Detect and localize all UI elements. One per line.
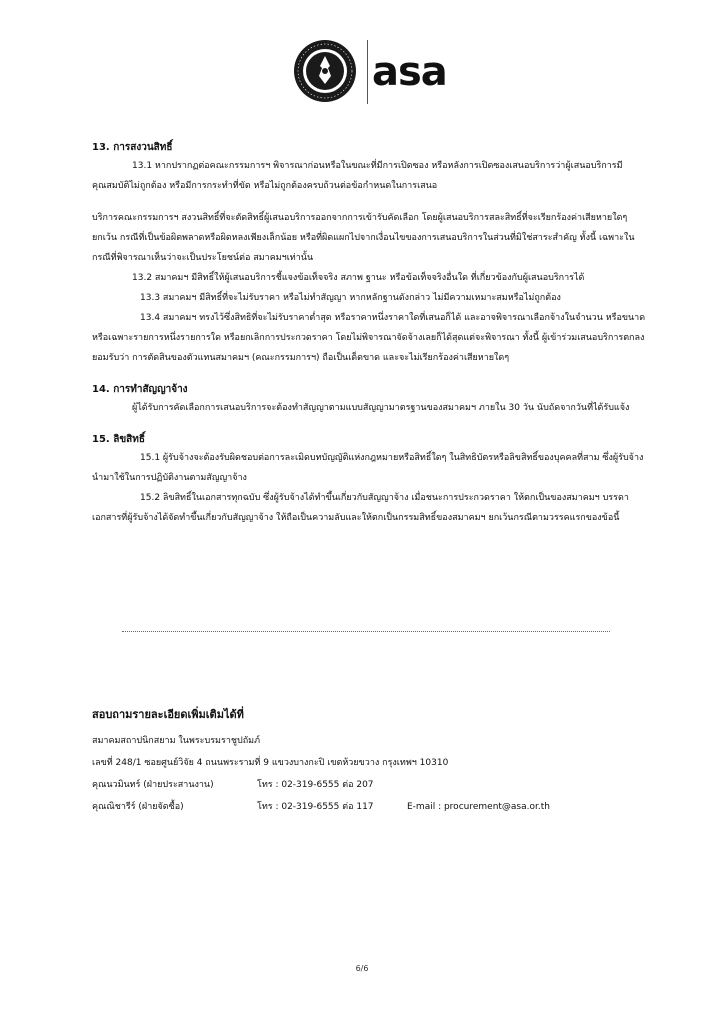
section-heading: 13. การสงวนสิทธิ์ [92,142,173,153]
contact-address: เลขที่ 248/1 ซอยศูนย์วิจัย 4 ถนนพระรามที่ 9 แขวงบางกะปิ เขตห้วยขวาง กรุงเทพฯ 10310 [92,758,449,768]
contact-block [92,706,652,818]
paragraph: 13.1 หากปรากฏต่อคณะกรรมการฯ พิจารณาก่อนหรือในขณะที่มีการเปิดซอง หรือหลังการเปิดซองเสนอบริการว่าผู้เสนอบริการมีคุณสมบัติไม่ถูกต้อง หรือมีการกระทำที่ขัด หรือไม่ถูกต้องครบถ้วนต่อข้อกำหนดในการเสนอ [92,161,623,191]
asa-wordmark-logo: asa [372,49,447,95]
section-heading: 14. การทำสัญญาจ้าง [92,384,188,395]
document-body [92,140,652,528]
paragraph: 15.2 ลิขสิทธิ์ในเอกสารทุกฉบับ ซึ่งผู้รับจ้างได้ทำขึ้นเกี่ยวกับสัญญาจ้าง เมื่อชนะการประกวดราคา ให้ตกเป็นของสมาคมฯ บรรดาเอกสารที่ผู้รับจ้างได้จัดทำขึ้นเกี่ยวกับสัญญาจ้าง ให้ถือเป็นความลับและให้ตกเป็นกรรมสิทธิ์ของสมาคมฯ ยกเว้นกรณีตามวรรคแรกของข้อนี้ [92,493,629,523]
paragraph: 13.2 สมาคมฯ มีสิทธิ์ให้ผู้เสนอบริการชี้แจงข้อเท็จจริง สภาพ ฐานะ หรือข้อเท็จจริงอื่นใด ที่เกี่ยวข้องกับผู้เสนอบริการได้ [132,273,585,283]
paragraph: 15.1 ผู้รับจ้างจะต้องรับผิดชอบต่อการละเมิดบทบัญญัติแห่งกฎหมายหรือสิทธิ์ใดๆ ในสิทธิบัตรหรือลิขสิทธิ์ของบุคคลที่สาม ซึ่งผู้รับจ้างนำมาใช้ในการปฏิบัติงานตามสัญญาจ้าง [92,453,644,483]
contact-title: สอบถามรายละเอียดเพิ่มเติมได้ที่ [92,708,244,721]
page-number: 6/6 [355,964,369,973]
asa-seal-logo [292,38,358,104]
contact-person-1-name: คุณนวมินทร์ (ฝ่ายประสานงาน) [92,780,214,790]
contact-person-1-tel: โทร : 02-319-6555 ต่อ 207 [257,780,374,790]
contact-person-2-email[interactable]: E-mail : procurement@asa.or.th [407,802,550,812]
paragraph: บริการคณะกรรมการฯ สงวนสิทธิ์ที่จะตัดสิทธิ์ผู้เสนอบริการออกจากการเข้ารับคัดเลือก โดยผู้เสนอบริการสละสิทธิ์ที่จะเรียกร้องค่าเสียหายใดๆ ยกเว้น กรณีที่เป็นข้อผิดพลาดหรือผิดหลงเพียงเล็กน้อย หรือที่ผิดแผกไปจากเงื่อนไขของการเสนอบริการในส่วนที่มิใช่สาระสำคัญ ทั้งนี้ เฉพาะในกรณีที่พิจารณาเห็นว่าจะเป็นประโยชน์ต่อ สมาคมฯเท่านั้น [92,213,635,263]
dotted-separator [122,631,610,632]
section-heading: 15. ลิขสิทธิ์ [92,434,145,445]
paragraph: 13.4 สมาคมฯ ทรงไว้ซึ่งสิทธิที่จะไม่รับราคาต่ำสุด หรือราคาหนึ่งราคาใดที่เสนอก็ได้ และอาจพิจารณาเลือกจ้างในจำนวน หรือขนาด หรือเฉพาะรายการหนึ่งรายการใด หรือยกเลิกการประกวดราคา โดยไม่พิจารณาจัดจ้างเลยก็ได้สุดแต่จะพิจารณา ทั้งนี้ ผู้เข้าร่วมเสนอบริการตกลงยอมรับว่า การตัดสินของตัวแทนสมาคมฯ (คณะกรรมการฯ) ถือเป็นเด็ดขาด และจะไม่เรียกร้องค่าเสียหายใดๆ [92,313,646,363]
contact-person-2 [92,796,652,818]
paragraph: 13.3 สมาคมฯ มีสิทธิ์ที่จะไม่รับราคา หรือไม่ทำสัญญา หากหลักฐานดังกล่าว ไม่มีความเหมาะสมหรือไม่ถูกต้อง [140,293,561,303]
paragraph: ผู้ได้รับการคัดเลือกการเสนอบริการจะต้องทำสัญญาตามแบบสัญญามาตรฐานของสมาคมฯ ภายใน 30 วัน นับถัดจากวันที่ได้รับแจ้ง [132,403,630,413]
contact-person-1 [92,774,652,796]
contact-org: สมาคมสถาปนิกสยาม ในพระบรมราชูปถัมภ์ [92,736,261,746]
contact-person-2-tel: โทร : 02-319-6555 ต่อ 117 [257,802,374,812]
header-divider [367,40,368,104]
page-header [0,30,724,120]
contact-person-2-name: คุณณิชารีร์ (ฝ่ายจัดซื้อ) [92,802,184,812]
